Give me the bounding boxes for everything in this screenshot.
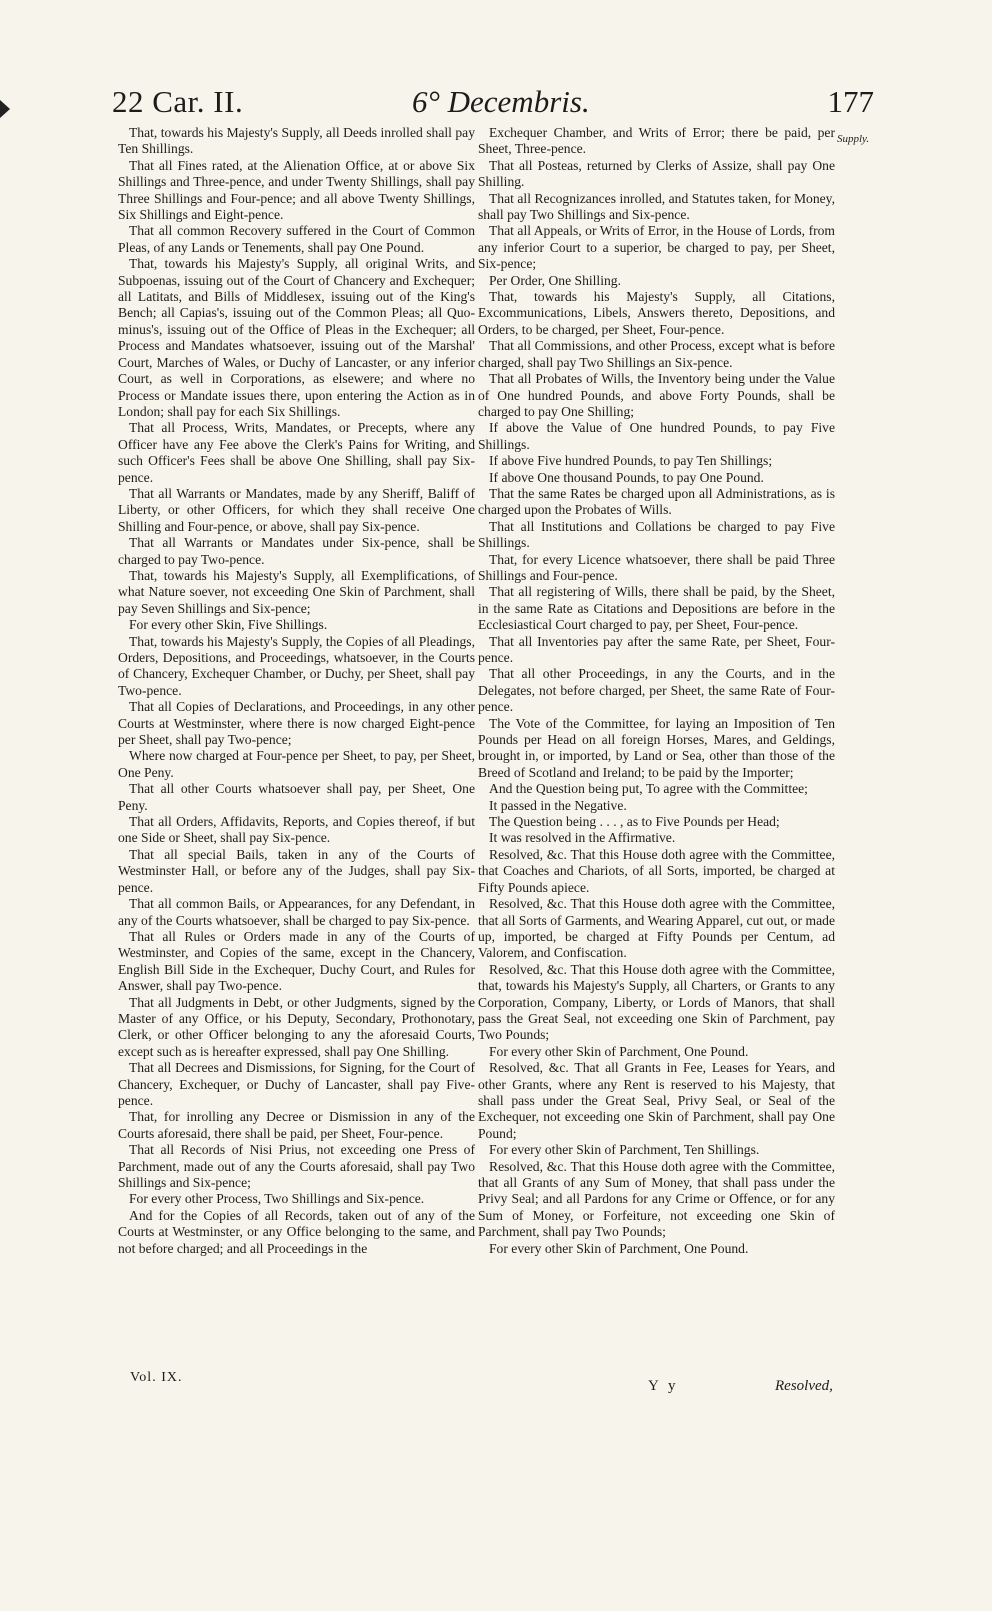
date-heading: 6° Decembris. [412,84,590,119]
paragraph: The Question being . . . , as to Five Pounds per Head; [489,814,780,830]
paragraph: That, towards his Majesty's Supply, all Exemplifications, of what Nature soever, not exceeding One Skin of Parchment, shall pay Seven Shillings and Six-pence; [118,567,475,616]
paragraph: That all Appeals, or Writs of Error, in the House of Lords, from any inferior Court to a superior, be charged to pay, per Sheet, Six-pence; [478,223,835,272]
paragraph: Resolved, &c. That this House doth agree with the Committee, that Coaches and Chariots, of all Sorts, imported, be charged at Fifty Pounds apiece. [478,846,835,895]
paragraph: Resolved, &c. That this House doth agree with the Committee, that all Grants of any Sum of Money, that shall pass under the Privy Seal; and all Pardons for any Crime or Offence, or for any Sum of Money, or Forfeiture, not exceeding one Skin of Parchment, shall pay Two Pounds; [478,1158,835,1240]
paragraph: Resolved, &c. That all Grants in Fee, Leases for Years, and other Grants, where any Rent is reserved to his Majesty, that shall pass under the Great Seal, Privy Seal, or Seal of the Exchequer, not exceeding one Skin of Parchment, shall pay One Pound; [478,1060,835,1141]
paragraph: That all special Bails, taken in any of the Courts of Westminster Hall, or before any of the Judges, shall pay Six-pence. [118,846,475,895]
paragraph: For every other Skin of Parchment, Ten Shillings. [489,1142,760,1158]
paragraph: That all Recognizances inrolled, and Statutes taken, for Money, shall pay Two Shillings and Six-pence. [478,190,835,223]
paragraph: That all other Courts whatsoever shall pay, per Sheet, One Peny. [118,781,475,813]
paragraph: It passed in the Negative. [489,797,627,813]
catchword: Resolved, [775,1378,833,1394]
paragraph: That all Rules or Orders made in any of the Courts of Westminster, and Copies of the same, except in the Chancery, English Bill Side in the Exchequer, Duchy Court, and Rules for Answer, shall pay Two-pence. [118,928,475,994]
volume-label: Vol. IX. [130,1370,183,1385]
paragraph: That all Posteas, returned by Clerks of Assize, shall pay One Shilling. [478,157,835,190]
paragraph: That all Judgments in Debt, or other Judgments, signed by the Master of any Office, or his Deputy, Secondary, Prothonotary, Clerk, or other Officer belonging to any the aforesaid Courts, except such as is hereafter expressed, shall pay One Shilling. [118,994,475,1059]
paragraph: For every other Skin of Parchment, One Pound. [489,1240,749,1256]
paragraph: That all common Bails, or Appearances, for any Defendant, in any of the Courts whatsoever, shall be charged to pay Six-pence. [118,896,475,928]
paragraph: That all Commissions, and other Process, except what is before charged, shall pay Two Shillings an Six-pence. [478,338,835,370]
paragraph: Exchequer Chamber, and Writs of Error; there be paid, per Sheet, Three-pence. [478,125,835,157]
paragraph: Per Order, One Shilling. [489,272,621,288]
left-column [118,125,475,1257]
paragraph: That all Orders, Affidavits, Reports, and Copies thereof, if but one Side or Sheet, shall pay Six-pence. [118,814,475,846]
paragraph: That all Process, Writs, Mandates, or Precepts, where any Officer have any Fee above the Clerk's Pains for Writing, and such Officer's Fees shall be above One Shilling, shall pay Six-pence. [118,420,475,485]
paragraph: And for the Copies of all Records, taken out of any of the Courts at Westminster, or any Office belonging to the same, and not before charged; and all Proceedings in the [118,1207,475,1256]
paragraph: That, towards his Majesty's Supply, all Deeds inrolled shall pay Ten Shillings. [118,125,475,157]
paragraph: It was resolved in the Affirmative. [489,830,676,846]
paragraph: Resolved, &c. That this House doth agree with the Committee, that all Sorts of Garments, and Wearing Apparel, cut out, or made up, imported, be charged at Fifty Pounds per Centum, ad Valorem, and Confiscation. [478,896,835,961]
paragraph: That, towards his Majesty's Supply, all Citations, Excommunications, Libels, Answers thereto, Depositions, and Orders, to be charged, per Sheet, Four-pence. [478,289,835,337]
signature-mark: Y y [648,1378,679,1394]
paragraph: For every other Process, Two Shillings and Six-pence. [129,1191,425,1207]
paragraph: That, for every Licence whatsoever, there shall be paid Three Shillings and Four-pence. [478,551,835,583]
page-number: 177 [827,84,874,119]
paragraph: That all Fines rated, at the Alienation Office, at or above Six Shillings and Three-pence, and under Twenty Shillings, shall pay Three Shillings and Four-pence; and all above Twenty Shillings, Six Shillings and Eight-pence. [118,157,475,223]
paragraph: That all Decrees and Dismissions, for Signing, for the Court of Chancery, Exchequer, or Duchy of Lancaster, shall pay Five-pence. [118,1060,475,1108]
paragraph: That the same Rates be charged upon all Administrations, as is charged upon the Probates of Wills. [478,485,835,518]
paragraph: The Vote of the Committee, for laying an Imposition of Ten Pounds per Head on all foreign Horses, Mares, and Geldings, brought in, or imported, by Land or Sea, other than those of the Breed of Scotland and Ireland; to be paid by the Importer; [478,715,835,780]
paragraph: For every other Skin, Five Shillings. [129,617,328,633]
paragraph: Where now charged at Four-pence per Sheet, to pay, per Sheet, One Peny. [118,748,475,780]
right-column [478,125,835,1257]
paragraph: That all Probates of Wills, the Inventory being under the Value of One hundred Pounds, and above Forty Pounds, shall be charged to pay One Shilling; [478,371,835,419]
paragraph: That all registering of Wills, there shall be paid, by the Sheet, in the same Rate as Citations and Depositions are before in the Ecclesiastical Court charged to pay, per Sheet, Four-pence. [478,584,835,633]
paragraph: For every other Skin of Parchment, One Pound. [489,1043,749,1059]
paragraph: That, towards his Majesty's Supply, all original Writs, and Subpoenas, issuing out of the Court of Chancery and Exchequer; all Latitats, and Bills of Middlesex, issuing out of the King's Bench; all Capias's, issuing out of the Common Pleas; all Quo-minus's, issuing out of the Office of Pleas in the Exchequer; all Process and Mandates whatsoever, issuing out of the Marshal' Court, Marches of Wales, or Duchy of Lancaster, or any inferior Court, as well in Corporations, as elsewere; and where no Process or Mandate issues there, upon entering the Action as in London; shall pay for each Six Shillings. [118,256,475,419]
regnal-year: 22 Car. II. [112,84,244,119]
paragraph: That all Inventories pay after the same Rate, per Sheet, Four-pence. [478,633,835,665]
page-header [112,84,874,126]
paragraph: That all Institutions and Collations be charged to pay Five Shillings. [478,518,835,551]
paragraph: That all common Recovery suffered in the Court of Common Pleas, of any Lands or Tenements, shall pay One Pound. [118,223,475,255]
binding-arrow-icon [0,100,10,118]
paragraph: That, towards his Majesty's Supply, the Copies of all Pleadings, Orders, Depositions, and Proceedings, whatsoever, in the Courts of Chancery, Exchequer Chamber, or Duchy, per Sheet, shall pay Two-pence. [118,633,475,698]
paragraph: And the Question being put, To agree with the Committee; [489,781,808,797]
paragraph: That all Warrants or Mandates, made by any Sheriff, Baliff of Liberty, or other Officers, for which they shall receive One Shilling and Four-pence, or above, shall pay Six-pence. [118,485,475,534]
paragraph: If above One thousand Pounds, to pay One Pound. [489,469,764,485]
paragraph: If above the Value of One hundred Pounds, to pay Five Shillings. [478,420,835,452]
paragraph: Resolved, &c. That this House doth agree with the Committee, that, towards his Majesty's Supply, all Charters, or Grants to any Corporation, Company, Liberty, or Lords of Manors, that shall pass the Great Seal, not exceeding one Skin of Parchment, pay Two Pounds; [478,961,835,1043]
paragraph: That all Records of Nisi Prius, not exceeding one Press of Parchment, made out of any the Courts aforesaid, shall pay Two Shillings and Six-pence; [118,1142,475,1190]
paragraph: That, for inrolling any Decree or Dismission in any of the Courts aforesaid, there shall be paid, per Sheet, Four-pence. [118,1109,475,1141]
paragraph: That all Warrants or Mandates under Six-pence, shall be charged to pay Two-pence. [118,535,475,567]
paragraph: If above Five hundred Pounds, to pay Ten Shillings; [489,453,773,469]
paragraph: That all other Proceedings, in any the Courts, and in the Delegates, not before charged, per Sheet, the same Rate of Four-pence. [478,666,835,715]
margin-note: Supply. [837,133,870,145]
paragraph: That all Copies of Declarations, and Proceedings, in any other Courts at Westminster, where there is now charged Eight-pence per Sheet, shall pay Two-pence; [118,699,475,748]
